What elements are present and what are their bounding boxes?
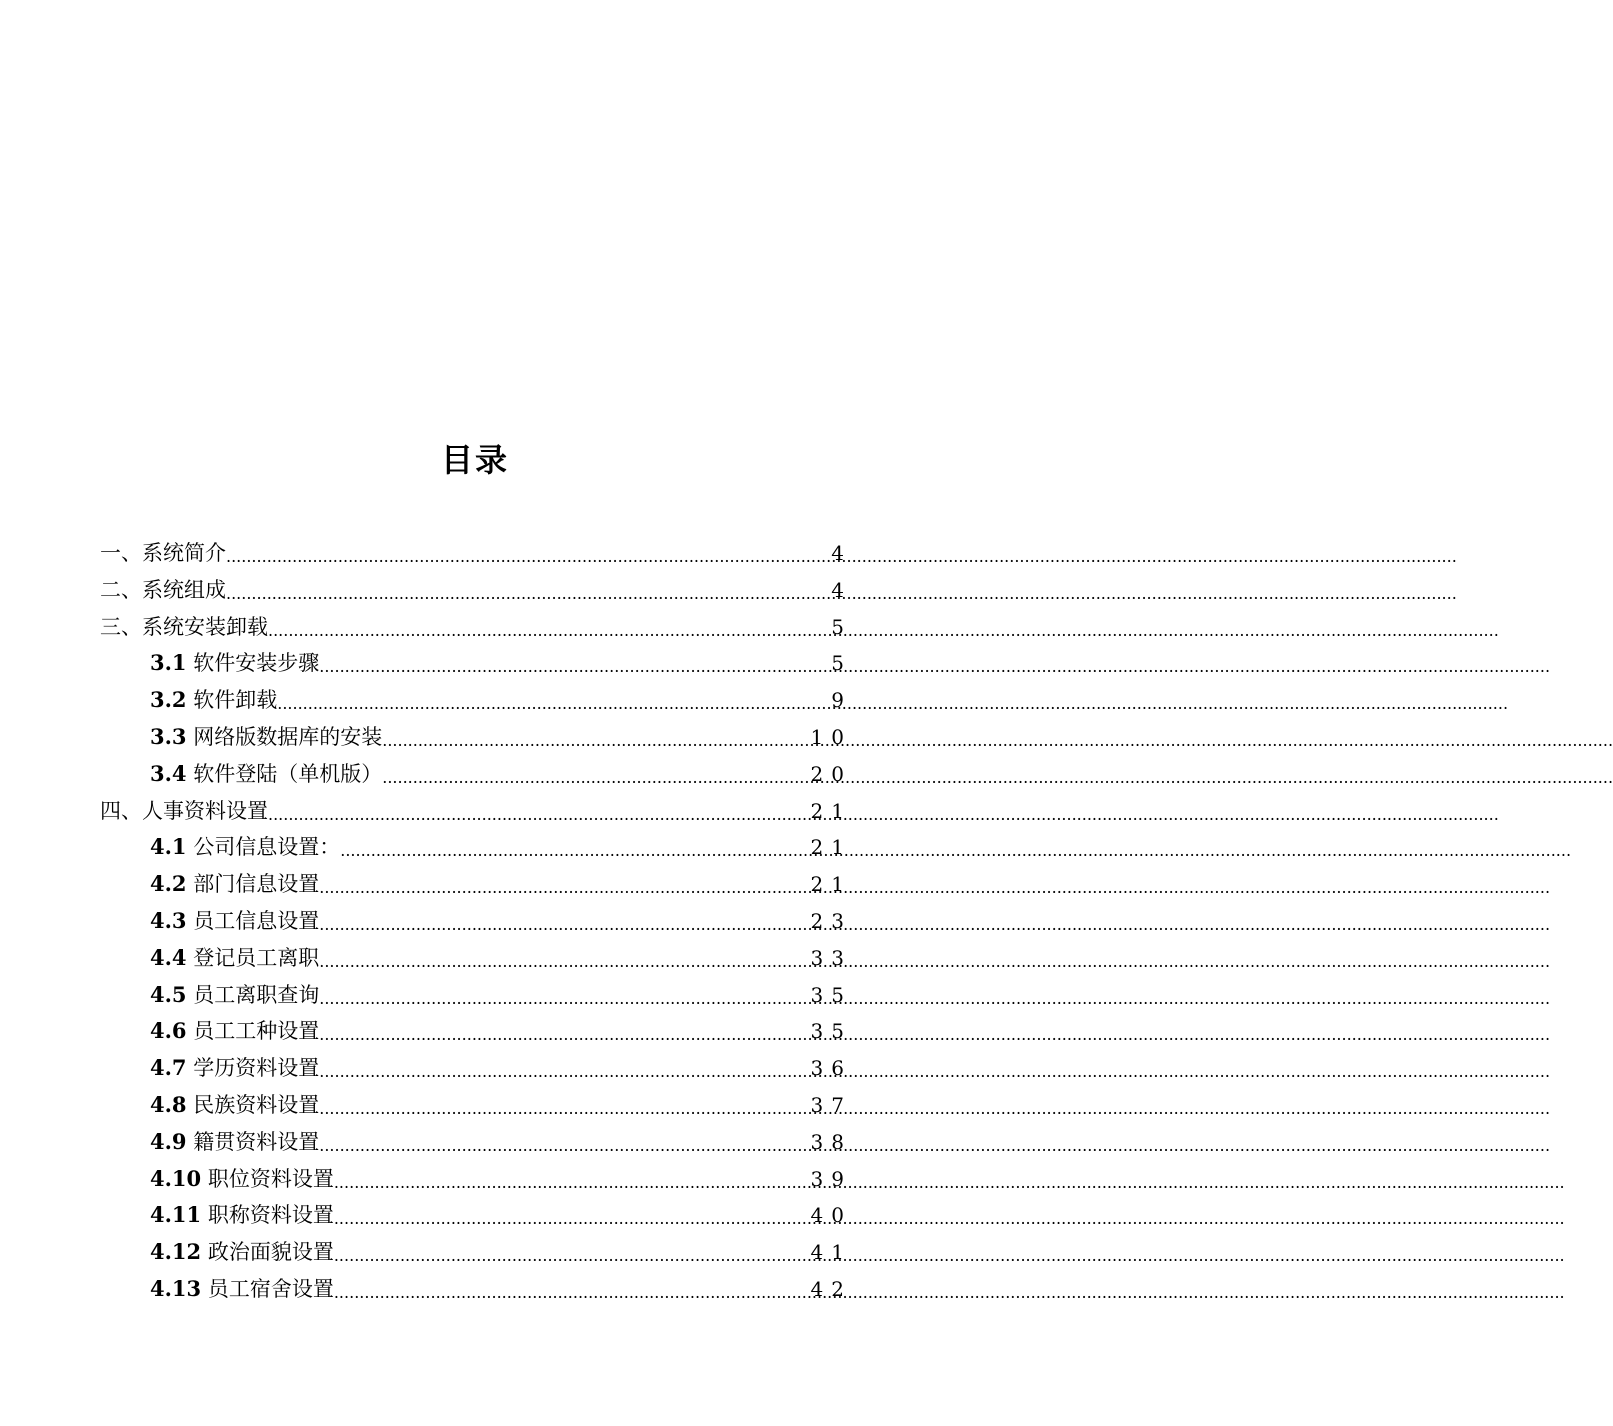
toc-page-number: 23: [810, 909, 852, 933]
toc-entry-number: 4.13: [150, 1276, 202, 1301]
toc-entry-label: [150, 1201, 334, 1229]
toc-page-number: 9: [831, 688, 852, 713]
toc-dot-leader: [277, 686, 827, 714]
toc-entry-text: 职称资料设置: [201, 1203, 334, 1228]
toc-entry-number: 3.3: [150, 724, 187, 749]
toc-entry[interactable]: [150, 1267, 852, 1303]
toc-entry-number: 3.1: [150, 650, 187, 676]
page-title: 目录: [440, 441, 509, 479]
toc-dot-leader: [382, 723, 806, 751]
toc-dot-leader: [268, 797, 807, 825]
toc-page-number: 42: [810, 1277, 852, 1301]
toc-entry[interactable]: [150, 752, 852, 788]
toc-dot-leader: [226, 576, 827, 604]
toc-dot-leader: [334, 1201, 807, 1229]
toc-page-number: 39: [810, 1166, 852, 1191]
toc-entry-label: [100, 576, 226, 604]
toc-page-number: 4: [831, 577, 852, 602]
toc-entry-text: 四、人事资料设置: [100, 798, 268, 823]
toc-page-number: 36: [810, 1056, 852, 1081]
toc-entry-label: [150, 944, 319, 972]
toc-entry[interactable]: [100, 568, 852, 604]
toc-entry[interactable]: [150, 715, 852, 751]
toc-dot-leader: [226, 539, 827, 567]
toc-page-number: 37: [810, 1093, 852, 1117]
toc-dot-leader: [319, 649, 827, 677]
toc-page-number: 33: [810, 945, 852, 970]
toc-page-number: 4: [831, 541, 852, 565]
toc-entry-number: 4.1: [150, 834, 187, 860]
toc-entry[interactable]: [150, 1083, 852, 1119]
toc-page-number: 40: [810, 1203, 852, 1228]
toc-page-number: 21: [810, 835, 852, 860]
toc-entry[interactable]: [150, 973, 852, 1009]
toc-entry-label: [150, 1091, 319, 1119]
toc-dot-leader: [382, 760, 806, 788]
toc-entry[interactable]: [150, 1120, 852, 1156]
toc-dot-leader: [319, 1017, 806, 1045]
toc-entry-text: 政治面貌设置: [201, 1240, 334, 1265]
toc-entry[interactable]: [150, 678, 852, 714]
toc-dot-leader: [334, 1238, 807, 1266]
toc-entry[interactable]: [150, 1009, 852, 1045]
toc-entry-label: [150, 649, 319, 677]
toc-entry-text: 二、系统组成: [100, 577, 226, 602]
toc-page-number: 10: [810, 725, 852, 749]
toc-dot-leader: [319, 981, 806, 1009]
toc-entry-number: 4.2: [150, 871, 187, 897]
toc-entry[interactable]: [150, 641, 852, 677]
toc-entry-number: 3.2: [150, 687, 187, 713]
toc-entry-label: [150, 907, 319, 935]
toc-entry-text: 软件卸载: [186, 688, 278, 713]
toc-dot-leader: [268, 613, 827, 641]
toc-entry-text: 三、系统安装卸载: [100, 614, 268, 639]
toc-entry-text: 部门信息设置: [186, 872, 320, 897]
toc-dot-leader: [319, 944, 806, 972]
toc-entry[interactable]: [100, 789, 852, 825]
toc-entry-number: 3.4: [150, 760, 187, 786]
toc-entry[interactable]: [150, 862, 852, 898]
toc-page-number: 5: [831, 614, 852, 639]
toc-entry-text: 民族资料设置: [186, 1093, 320, 1117]
toc-entry-number: 4.12: [150, 1239, 202, 1265]
toc-entry-number: 4.7: [150, 1055, 187, 1081]
toc-page-number: 35: [810, 982, 852, 1007]
toc-entry-label: [150, 1054, 319, 1082]
toc-page-number: 5: [831, 651, 852, 676]
toc-page-number: 21: [810, 872, 852, 897]
toc-entry-number: 4.3: [150, 908, 187, 933]
toc-entry-number: 4.11: [150, 1202, 202, 1228]
toc-entry[interactable]: [150, 825, 852, 861]
toc-entry-text: 公司信息设置：: [186, 835, 341, 860]
toc-entry[interactable]: [150, 1230, 852, 1266]
toc-entry-text: 员工信息设置: [186, 909, 320, 933]
toc-entry-label: [150, 1017, 319, 1045]
toc-entry-text: 登记员工离职: [186, 945, 320, 970]
toc-entry-label: [150, 760, 382, 788]
toc-entry-number: 4.5: [150, 981, 187, 1007]
toc-entry-text: 网络版数据库的安装: [186, 725, 383, 749]
toc-entry-label: [150, 1238, 334, 1266]
toc-entry-text: 员工宿舍设置: [201, 1277, 334, 1301]
toc-entry[interactable]: [150, 1157, 852, 1193]
toc-entry-label: [100, 613, 268, 641]
toc-entry[interactable]: [150, 1046, 852, 1082]
toc-dot-leader: [334, 1275, 807, 1303]
toc-entry[interactable]: [100, 531, 852, 567]
toc-entry-label: [150, 833, 340, 861]
toc-entry-text: 软件登陆（单机版）: [186, 761, 383, 786]
toc-entry-text: 籍贯资料设置: [186, 1129, 320, 1154]
toc-entry-label: [100, 797, 268, 825]
toc-entry-label: [100, 539, 226, 567]
toc-entry-text: 员工工种设置: [186, 1019, 320, 1044]
toc-entry-text: 学历资料设置: [186, 1056, 320, 1081]
toc-page-number: 38: [810, 1129, 852, 1154]
toc-entry-number: 4.4: [150, 944, 187, 970]
toc-dot-leader: [319, 1054, 806, 1082]
toc-page-number: 35: [810, 1019, 852, 1044]
toc-entry-label: [150, 870, 319, 898]
toc-dot-leader: [319, 907, 806, 935]
toc-entry-text: 一、系统简介: [100, 541, 226, 565]
toc-entry-label: [150, 1128, 319, 1156]
toc-dot-leader: [334, 1165, 807, 1193]
toc-dot-leader: [340, 833, 806, 861]
toc-entry-text: 职位资料设置: [201, 1166, 334, 1191]
toc-entry-label: [150, 1165, 334, 1193]
toc-dot-leader: [319, 870, 806, 898]
toc-entry-label: [150, 686, 277, 714]
toc-page-number: 20: [810, 761, 852, 786]
toc-entry[interactable]: [150, 936, 852, 972]
toc-page-number: 41: [810, 1240, 852, 1265]
toc-entry-number: 4.8: [150, 1092, 187, 1117]
toc-entry-text: 软件安装步骤: [186, 651, 320, 676]
toc-entry[interactable]: [150, 899, 852, 935]
toc-dot-leader: [319, 1091, 806, 1119]
toc-dot-leader: [319, 1128, 806, 1156]
toc-entry-label: [150, 723, 382, 751]
toc-entry[interactable]: [150, 1193, 852, 1229]
toc-page-number: 21: [810, 798, 852, 823]
toc-entry-label: [150, 981, 319, 1009]
toc-entry-text: 员工离职查询: [186, 982, 320, 1007]
toc-entry-label: [150, 1275, 334, 1303]
toc-entry-number: 4.9: [150, 1128, 187, 1154]
toc-entry-number: 4.6: [150, 1018, 187, 1044]
toc-entry-number: 4.10: [150, 1165, 202, 1191]
toc-entry[interactable]: [100, 605, 852, 641]
